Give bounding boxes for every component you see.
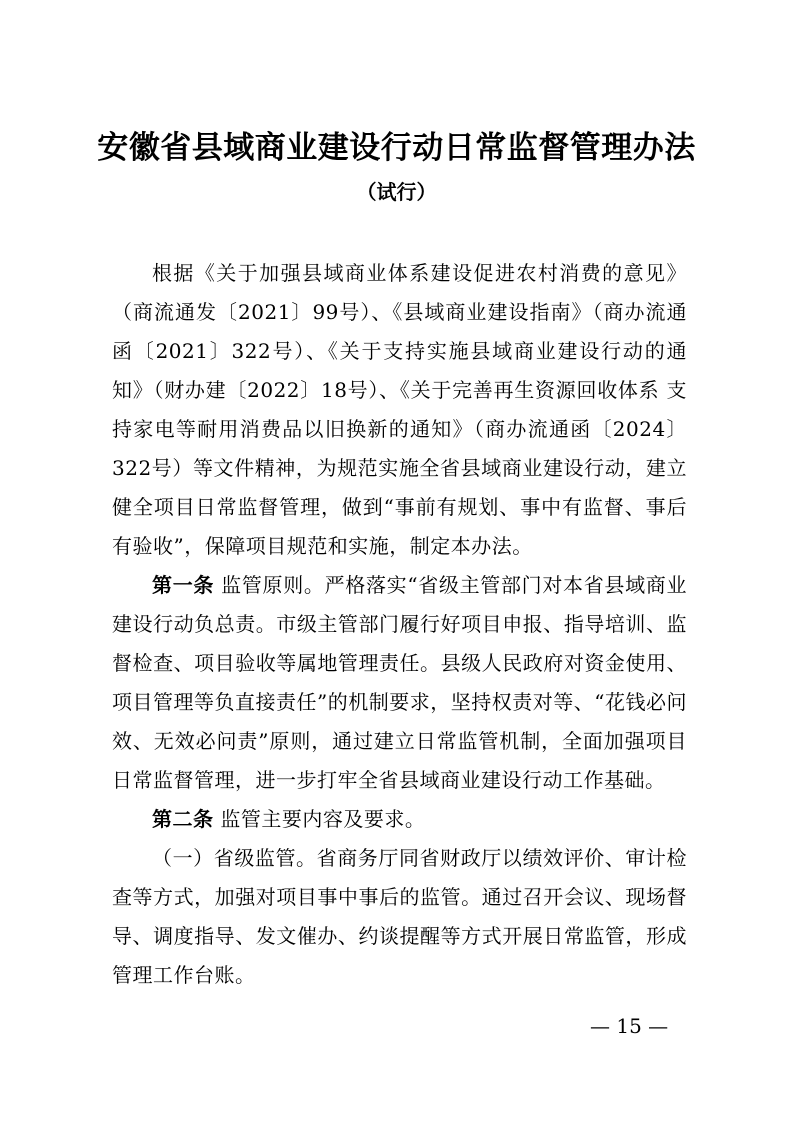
article-2-paragraph	[112, 800, 687, 839]
article-1-heading: 第一条	[152, 573, 215, 597]
document-body	[112, 254, 687, 995]
article-2-body: 监管主要内容及要求。	[213, 807, 426, 831]
item-1-paragraph: （一）省级监管。省商务厅同省财政厅以绩效评价、审计检查等方式，加强对项目事中事后的监管。通过召开会议、现场督导、调度指导、发文催办、约谈提醒等方式开展日常监管，形成管理工作台账。	[112, 846, 687, 987]
article-1-paragraph	[112, 566, 687, 800]
document-title: 安徽省县域商业建设行动日常监督管理办法	[97, 130, 696, 166]
document-subtitle: （试行）	[356, 180, 437, 204]
article-1-body: 监管原则。严格落实“省级主管部门对本省县域商业建设行动负总责。市级主管部门履行好项目申报、指导培训、监督检查、项目验收等属地管理责任。县级人民政府对资金使用、项目管理等负直接责任”的机制要求，坚持权责对等、“花钱必问效、无效必问责”原则，通过建立日常监管机制，全面加强项目日常监督管理，进一步打牢全省县域商业建设行动工作基础。	[112, 573, 687, 792]
page-number: — 15 —	[590, 1014, 669, 1038]
article-2-heading: 第二条	[152, 807, 214, 831]
preamble-paragraph: 根据《关于加强县域商业体系建设促进农村消费的意见》（商流通发〔2021〕99号）、《县域商业建设指南》（商办流通函〔2021〕322号）、《关于支持实施县域商业建设行动的通知》（财办建〔2022〕18号）、《关于完善再生资源回收体系 支持家电等耐用消费品以旧换新的通知》（商办流通函〔2024〕322号）等文件精神，为规范实施全省县域商业建设行动，建立健全项目日常监督管理，做到“事前有规划、事中有监督、事后有验收”，保障项目规范和实施，制定本办法。	[112, 261, 687, 558]
